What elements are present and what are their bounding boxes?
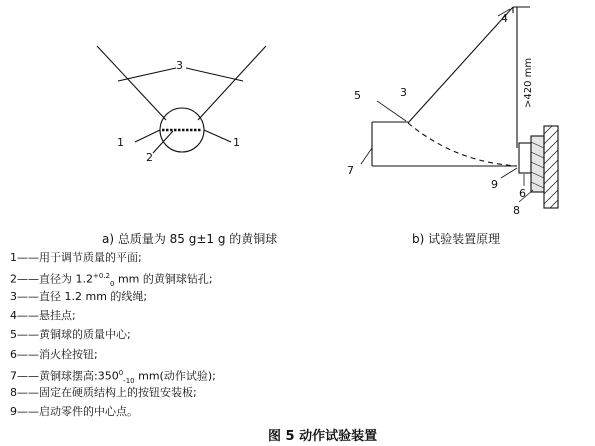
callout-5: 5: [354, 89, 361, 102]
mounting-plate: [531, 136, 544, 192]
leader-3-left: [118, 68, 176, 81]
leader-3-right: [186, 68, 243, 81]
legend-item: 9——启动零件的中心点。: [10, 405, 138, 418]
legend-item: 6——消火栓按钮;: [10, 348, 98, 361]
legend-item: 2——直径为 $1.2^{+0.2}_0$ mm 的黄铜球钻孔;: [10, 272, 213, 288]
legend-item: 1——用于调节质量的平面;: [10, 251, 142, 264]
callout-2-a: 2: [146, 151, 153, 164]
callout-1-a-left: 1: [117, 136, 124, 149]
legend-item: 4——悬挂点;: [10, 309, 76, 322]
callout-3-a: 3: [176, 59, 183, 72]
string-left: [97, 46, 166, 120]
hydrant-button: [519, 143, 531, 173]
caption-a: a) 总质量为 85 g±1 g 的黄铜球: [102, 232, 278, 246]
leader-1-left: [135, 130, 160, 142]
legend-item: 8——固定在硬质结构上的按钮安装板;: [10, 386, 197, 399]
legend-item: 7——黄铜球摆高$:350^0_{-10}$ mm(动作试验);: [10, 369, 216, 385]
callout-4: 4: [501, 12, 508, 25]
callout-3-b: 3: [400, 86, 407, 99]
callout-1-a-right: 1: [233, 136, 240, 149]
swing-path: [408, 123, 517, 166]
leader-1-right: [204, 130, 231, 142]
legend-item: 3——直径 1.2 mm 的线绳;: [10, 290, 148, 303]
string-b: [408, 7, 513, 123]
hatching: [544, 126, 558, 208]
callout-7: 7: [347, 164, 354, 177]
leader-7: [361, 148, 372, 164]
leader-5: [377, 101, 406, 121]
leader-9: [501, 168, 517, 178]
string-right: [198, 46, 266, 120]
callout-6: 6: [519, 187, 526, 200]
caption-b: b) 试验装置原理: [412, 232, 501, 246]
dimension-label: >420 mm: [523, 57, 534, 108]
callout-8: 8: [513, 204, 520, 217]
figure-title: 图 5 动作试验装置: [268, 429, 378, 444]
leader-2: [153, 131, 173, 153]
callout-9: 9: [491, 178, 498, 191]
legend-item: 5——黄铜球的质量中心;: [10, 328, 131, 341]
